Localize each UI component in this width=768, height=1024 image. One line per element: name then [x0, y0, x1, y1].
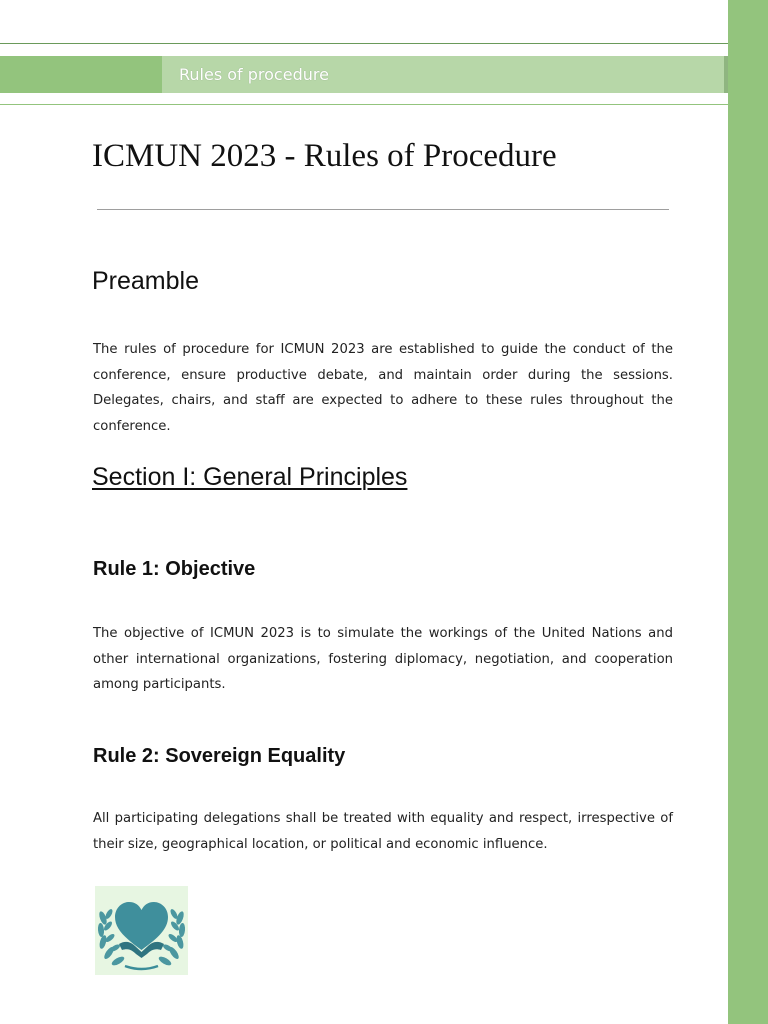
header-bar-edge [724, 56, 728, 93]
header-top-rule [0, 43, 728, 44]
preamble-heading: Preamble [92, 267, 199, 295]
icmun-logo-emblem [95, 886, 188, 975]
rule-1-text: The objective of ICMUN 2023 is to simulate the workings of the United Nations and other international organizations, fostering diplomacy, negotiation, and cooperation among participants. [93, 626, 673, 692]
title-divider [97, 209, 669, 210]
icmun-logo [95, 886, 188, 975]
rule-2-heading: Rule 2: Sovereign Equality [93, 745, 346, 767]
header-bottom-rule [0, 104, 728, 105]
section-1-heading: Section I: General Principles [92, 463, 408, 491]
right-side-band [728, 0, 768, 1024]
rule-1-heading: Rule 1: Objective [93, 558, 256, 580]
preamble-text: The rules of procedure for ICMUN 2023 are established to guide the conduct of the conference, ensure productive debate, and maintain order during the sessions. Delegates, chairs, and staff are expected to adhere to these rules throughout the conference. [93, 342, 673, 434]
wreath-ribbon [125, 966, 158, 969]
header-section-label: Rules of procedure [179, 65, 329, 84]
rule-2-text: All participating delegations shall be treated with equality and respect, irrespective of their size, geographical location, or political and economic influence. [93, 811, 673, 852]
document-title: ICMUN 2023 - Rules of Procedure [92, 138, 557, 174]
header-bar-accent [0, 56, 162, 93]
